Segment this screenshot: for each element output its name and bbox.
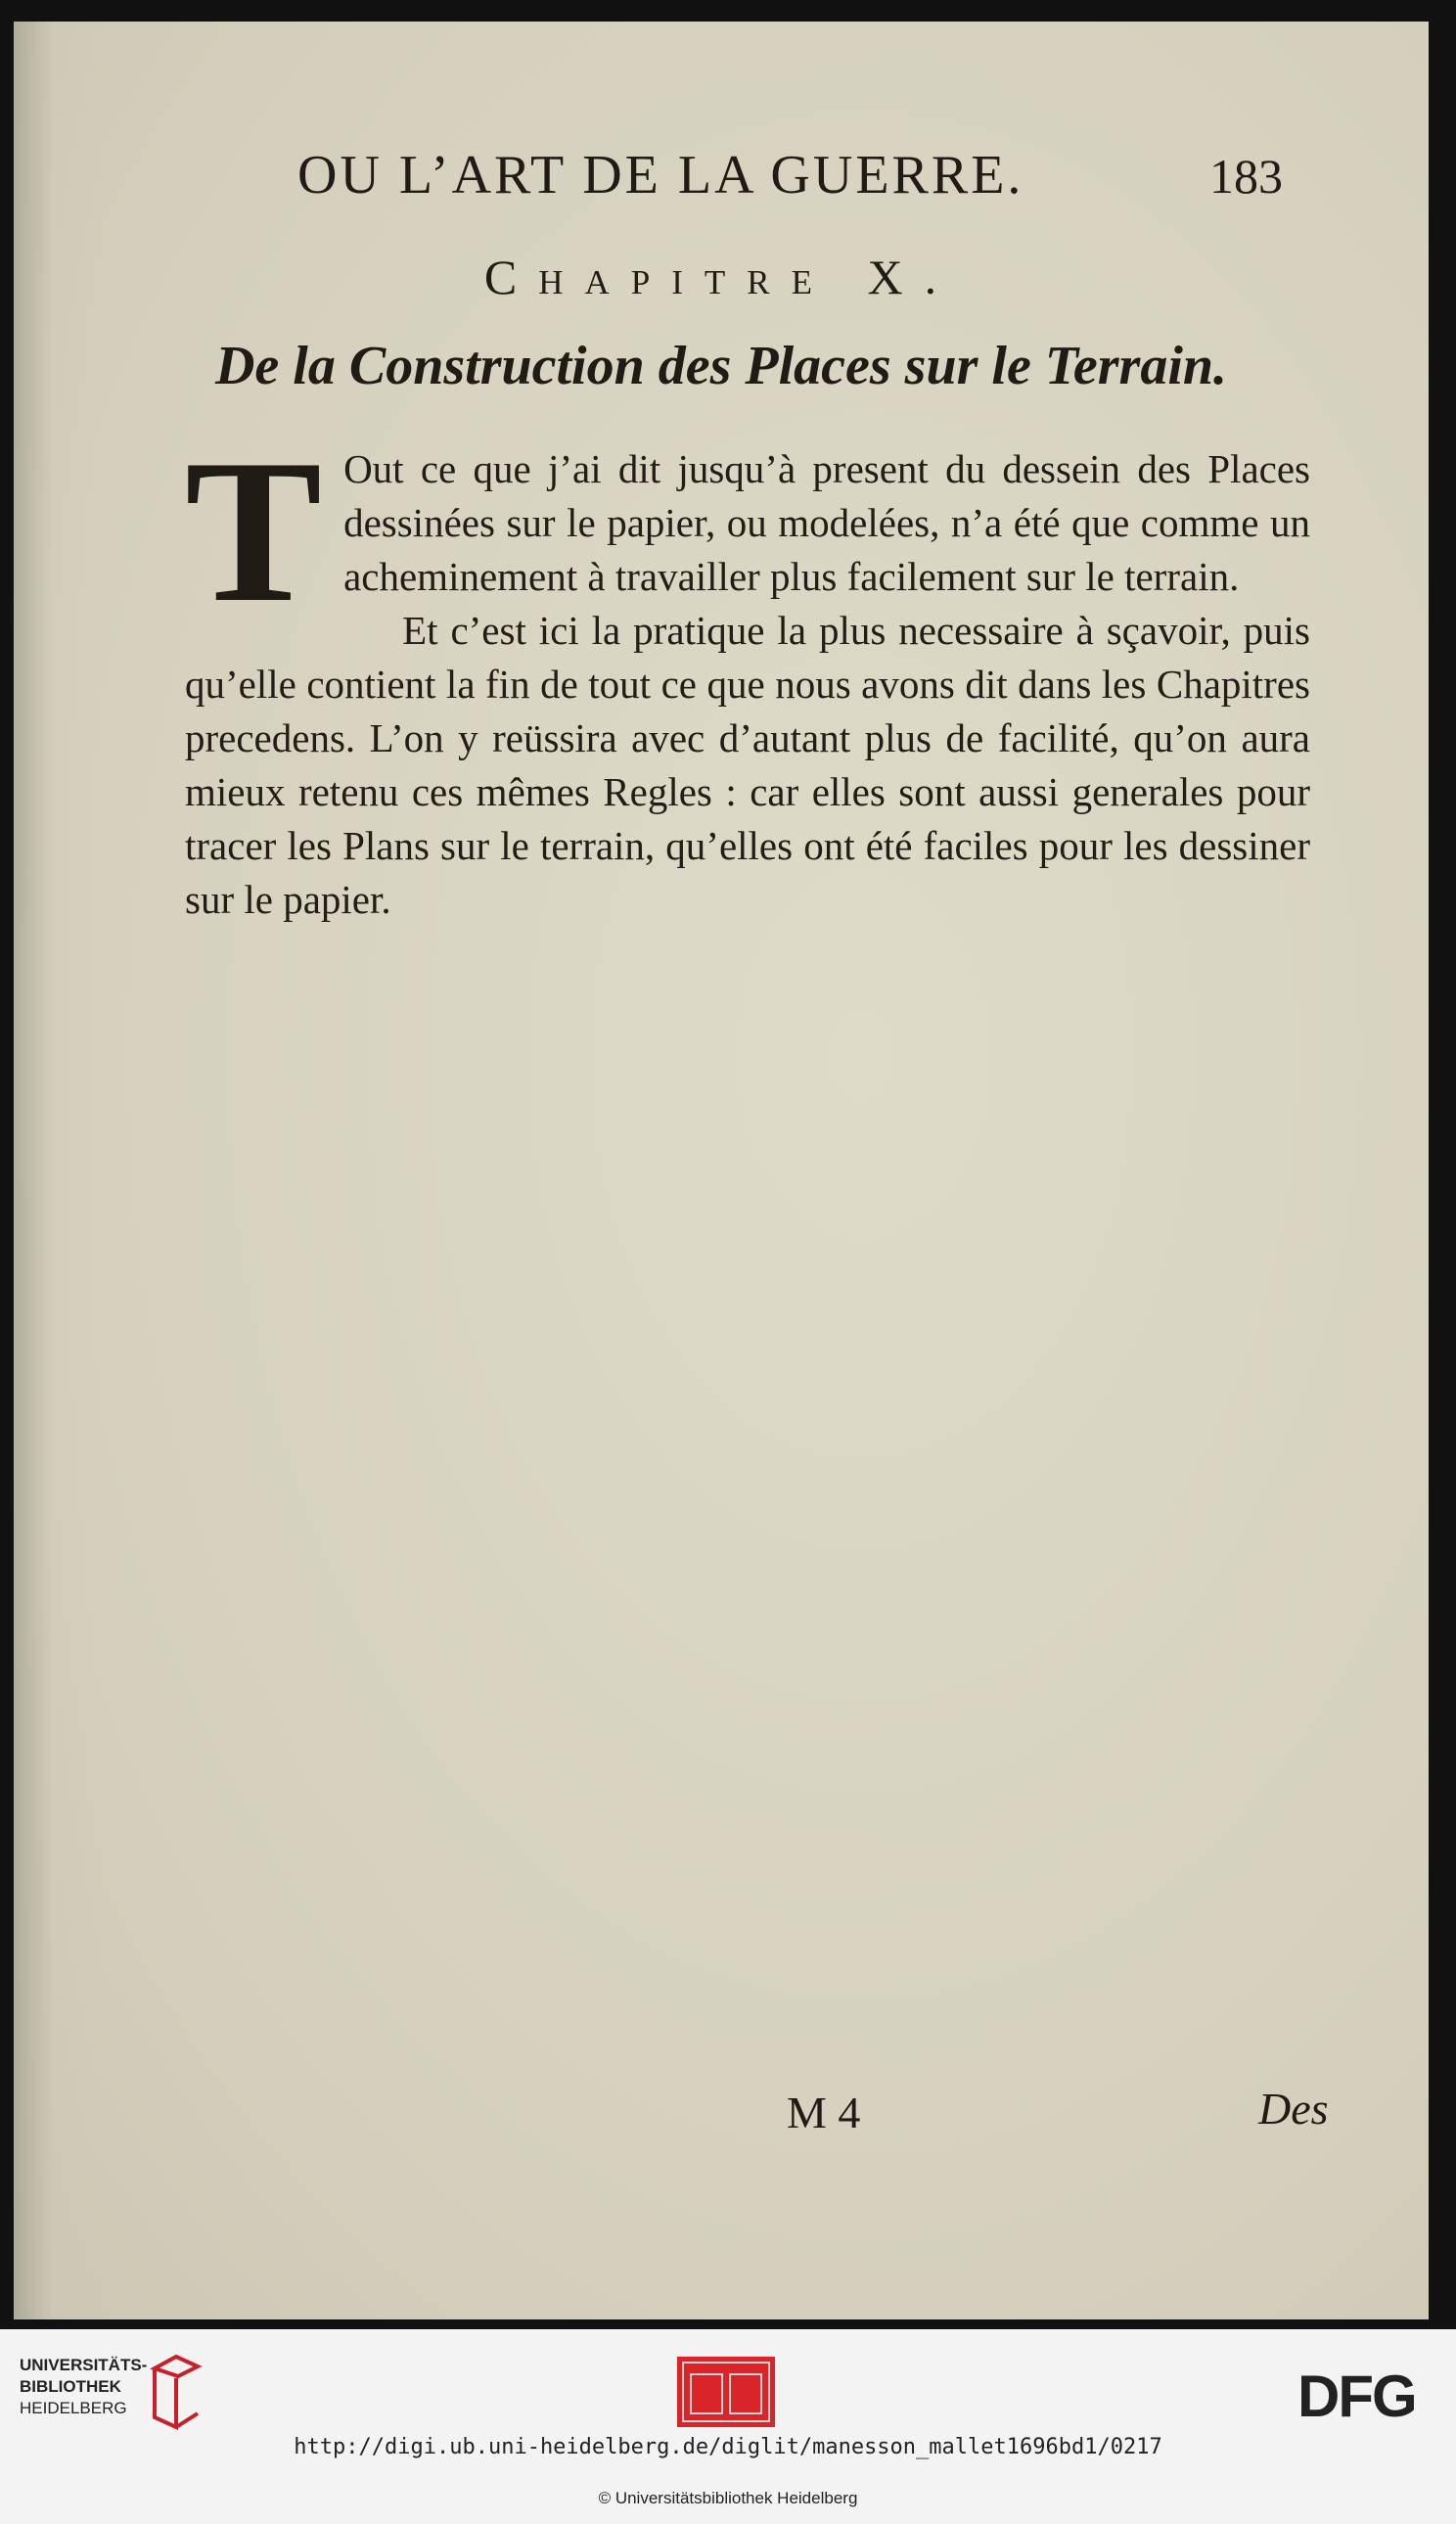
chapter-heading: Chapitre X. [483, 250, 959, 304]
paragraph-1 [185, 418, 1310, 645]
project-seal-icon [677, 2357, 775, 2427]
running-head [14, 124, 1429, 212]
library-book-icon [149, 2353, 204, 2431]
dfg-logo[interactable]: DFG [1297, 2363, 1416, 2429]
drop-cap: T [185, 418, 323, 645]
permalink-url[interactable]: http://digi.ub.uni-heidelberg.de/diglit/manesson_mallet1696bd1/0217 [294, 2435, 1162, 2459]
footer-logos [0, 2329, 1456, 2447]
paragraph-2: Et c’est ici la pratique la plus necessaire à sçavoir, puis qu’elle contient la fin de tout ce que nous avons dit dans les Chapitres precedens. L’on y reüssira avec d’autant plus de facilité, qu’on aura mieux retenu ces mêmes Regles : car elles sont aussi generales pour tracer les Plans sur le terrain, qu’elles ont été faciles pour les dessiner sur le papier. [185, 608, 1310, 922]
page-number: 183 [1209, 149, 1283, 204]
running-title: OU L’ART DE LA GUERRE. [297, 145, 1024, 206]
book-page [14, 22, 1429, 2319]
library-city: HEIDELBERG [20, 2399, 127, 2417]
catchword: Des [1258, 2084, 1329, 2134]
university-library-logo[interactable] [20, 2353, 205, 2431]
paragraph-1-text: Out ce que j’ai dit jusqu’à present du dessein des Places dessinées sur le papier, ou modelées, n’a été que comme un acheminement à travailler plus facilement sur le terrain. [343, 446, 1310, 599]
library-name: UNIVERSITÄTS- BIBLIOTHEK [20, 2356, 148, 2396]
signature-mark: M 4 [787, 2088, 861, 2137]
copyright-notice: © Universitätsbibliothek Heidelberg [598, 2489, 858, 2507]
body-text [185, 418, 1310, 927]
chapter-title: De la Construction des Places sur le Terrain. [214, 336, 1228, 396]
